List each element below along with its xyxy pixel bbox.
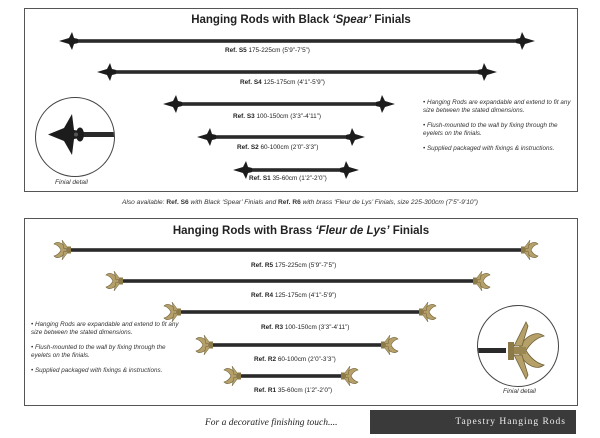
fleur-finial-right-1 — [521, 240, 538, 260]
rod-label-s4: Ref. S4 125-175cm (4’1”-5’9”) — [240, 79, 325, 86]
spear-finial-right-3 — [376, 95, 395, 113]
rod-label-r5: Ref. R5 175-225cm (5’9”-7’5”) — [251, 262, 337, 269]
fleur-rods-panel — [24, 218, 578, 406]
fleur-bullet-1: • Hanging Rods are expandable and extend to fit any size between the stated dimensions. — [31, 321, 179, 337]
spear-panel-title: Hanging Rods with Black ‘Spear’ Finials — [191, 14, 411, 26]
spear-rods-panel — [24, 8, 578, 192]
fleur-finial-right-2 — [473, 271, 490, 291]
spear-finial-detail-circle — [35, 97, 115, 177]
fleur-finial-left-2 — [106, 271, 123, 291]
fleur-rod-bar-2 — [119, 279, 477, 283]
spear-finial-left-1 — [59, 32, 78, 50]
fleur-panel-title: Hanging Rods with Brass ‘Fleur de Lys’ Finials — [172, 225, 430, 237]
spear-rod-bar-1 — [73, 39, 521, 43]
fleur-finial-right-4 — [381, 335, 398, 355]
fleur-finial-detail-circle — [477, 305, 559, 387]
spear-finial-right-1 — [516, 32, 535, 50]
fleur-bullet-2: • Flush-mounted to the wall by fixing through the eyelets on the finials. — [31, 343, 166, 360]
spear-finial-right-2 — [478, 63, 497, 81]
spear-bullet-1: • Hanging Rods are expandable and extend to fit any size between the stated dimensions. — [423, 99, 571, 115]
also-available-note: Also available: Ref. S6 with Black ‘Spear’ Finials and Ref. R6 with brass ‘Fleur de Lys’ Finials, size 225-300cm (7’5”-9’10”) — [122, 199, 478, 206]
rod-label-s5: Ref. S5 175-225cm (5’9”-7’5”) — [225, 47, 310, 54]
spear-rod-bar-3 — [177, 102, 381, 106]
spear-finial-left-4 — [197, 128, 216, 146]
spear-finial-right-5 — [340, 161, 359, 179]
spear-bullet-list — [423, 99, 571, 159]
spear-finial-icon — [36, 98, 114, 176]
rod-label-s1: Ref. S1 35-60cm (1’2”-2’0”) — [249, 175, 327, 182]
rod-label-r4: Ref. R4 125-175cm (4’1”-5’9”) — [251, 292, 337, 299]
spear-rod-bar-5 — [247, 168, 345, 172]
rod-label-r1: Ref. R1 35-60cm (1’2”-2’0”) — [254, 387, 333, 394]
spear-bullet-3: • Supplied packaged with fixings & instructions. — [423, 144, 555, 152]
rod-label-r3: Ref. R3 100-150cm (3’3”-4’11”) — [261, 324, 350, 331]
fleur-finial-left-3 — [164, 302, 181, 322]
spear-rod-bar-2 — [111, 70, 483, 74]
rod-label-s2: Ref. S2 60-100cm (2’0”-3’3”) — [237, 144, 319, 151]
brand-banner: Tapestry Hanging Rods — [370, 410, 576, 434]
fleur-rod-bar-4 — [209, 343, 385, 347]
spear-finial-left-2 — [97, 63, 116, 81]
fleur-bullet-list — [31, 321, 181, 381]
fleur-finial-right-3 — [419, 302, 436, 322]
rod-label-r2: Ref. R2 60-100cm (2’0”-3’3”) — [254, 356, 336, 363]
fleur-rod-bar-3 — [177, 310, 423, 314]
spear-bullet-2: • Flush-mounted to the wall by fixing through the eyelets on the finials. — [423, 121, 558, 138]
fleur-rod-bar-5 — [237, 374, 345, 378]
fleur-rod-bar-1 — [67, 248, 525, 252]
spear-finial-caption: Finial detail — [55, 179, 88, 186]
rod-label-s3: Ref. S3 100-150cm (3’3”-4’11”) — [233, 113, 321, 120]
spear-finial-left-3 — [163, 95, 182, 113]
spear-finial-right-4 — [346, 128, 365, 146]
fleur-finial-left-4 — [196, 335, 213, 355]
fleur-finial-caption: Finial detail — [503, 388, 536, 395]
fleur-bullet-3: • Supplied packaged with fixings & instructions. — [31, 366, 163, 374]
fleur-finial-left-5 — [224, 366, 241, 386]
footer-tagline: For a decorative finishing touch.... — [205, 418, 338, 428]
fleur-finial-left-1 — [54, 240, 71, 260]
fleur-de-lys-icon — [478, 306, 558, 386]
spear-rod-bar-4 — [211, 135, 351, 139]
fleur-finial-right-5 — [341, 366, 358, 386]
